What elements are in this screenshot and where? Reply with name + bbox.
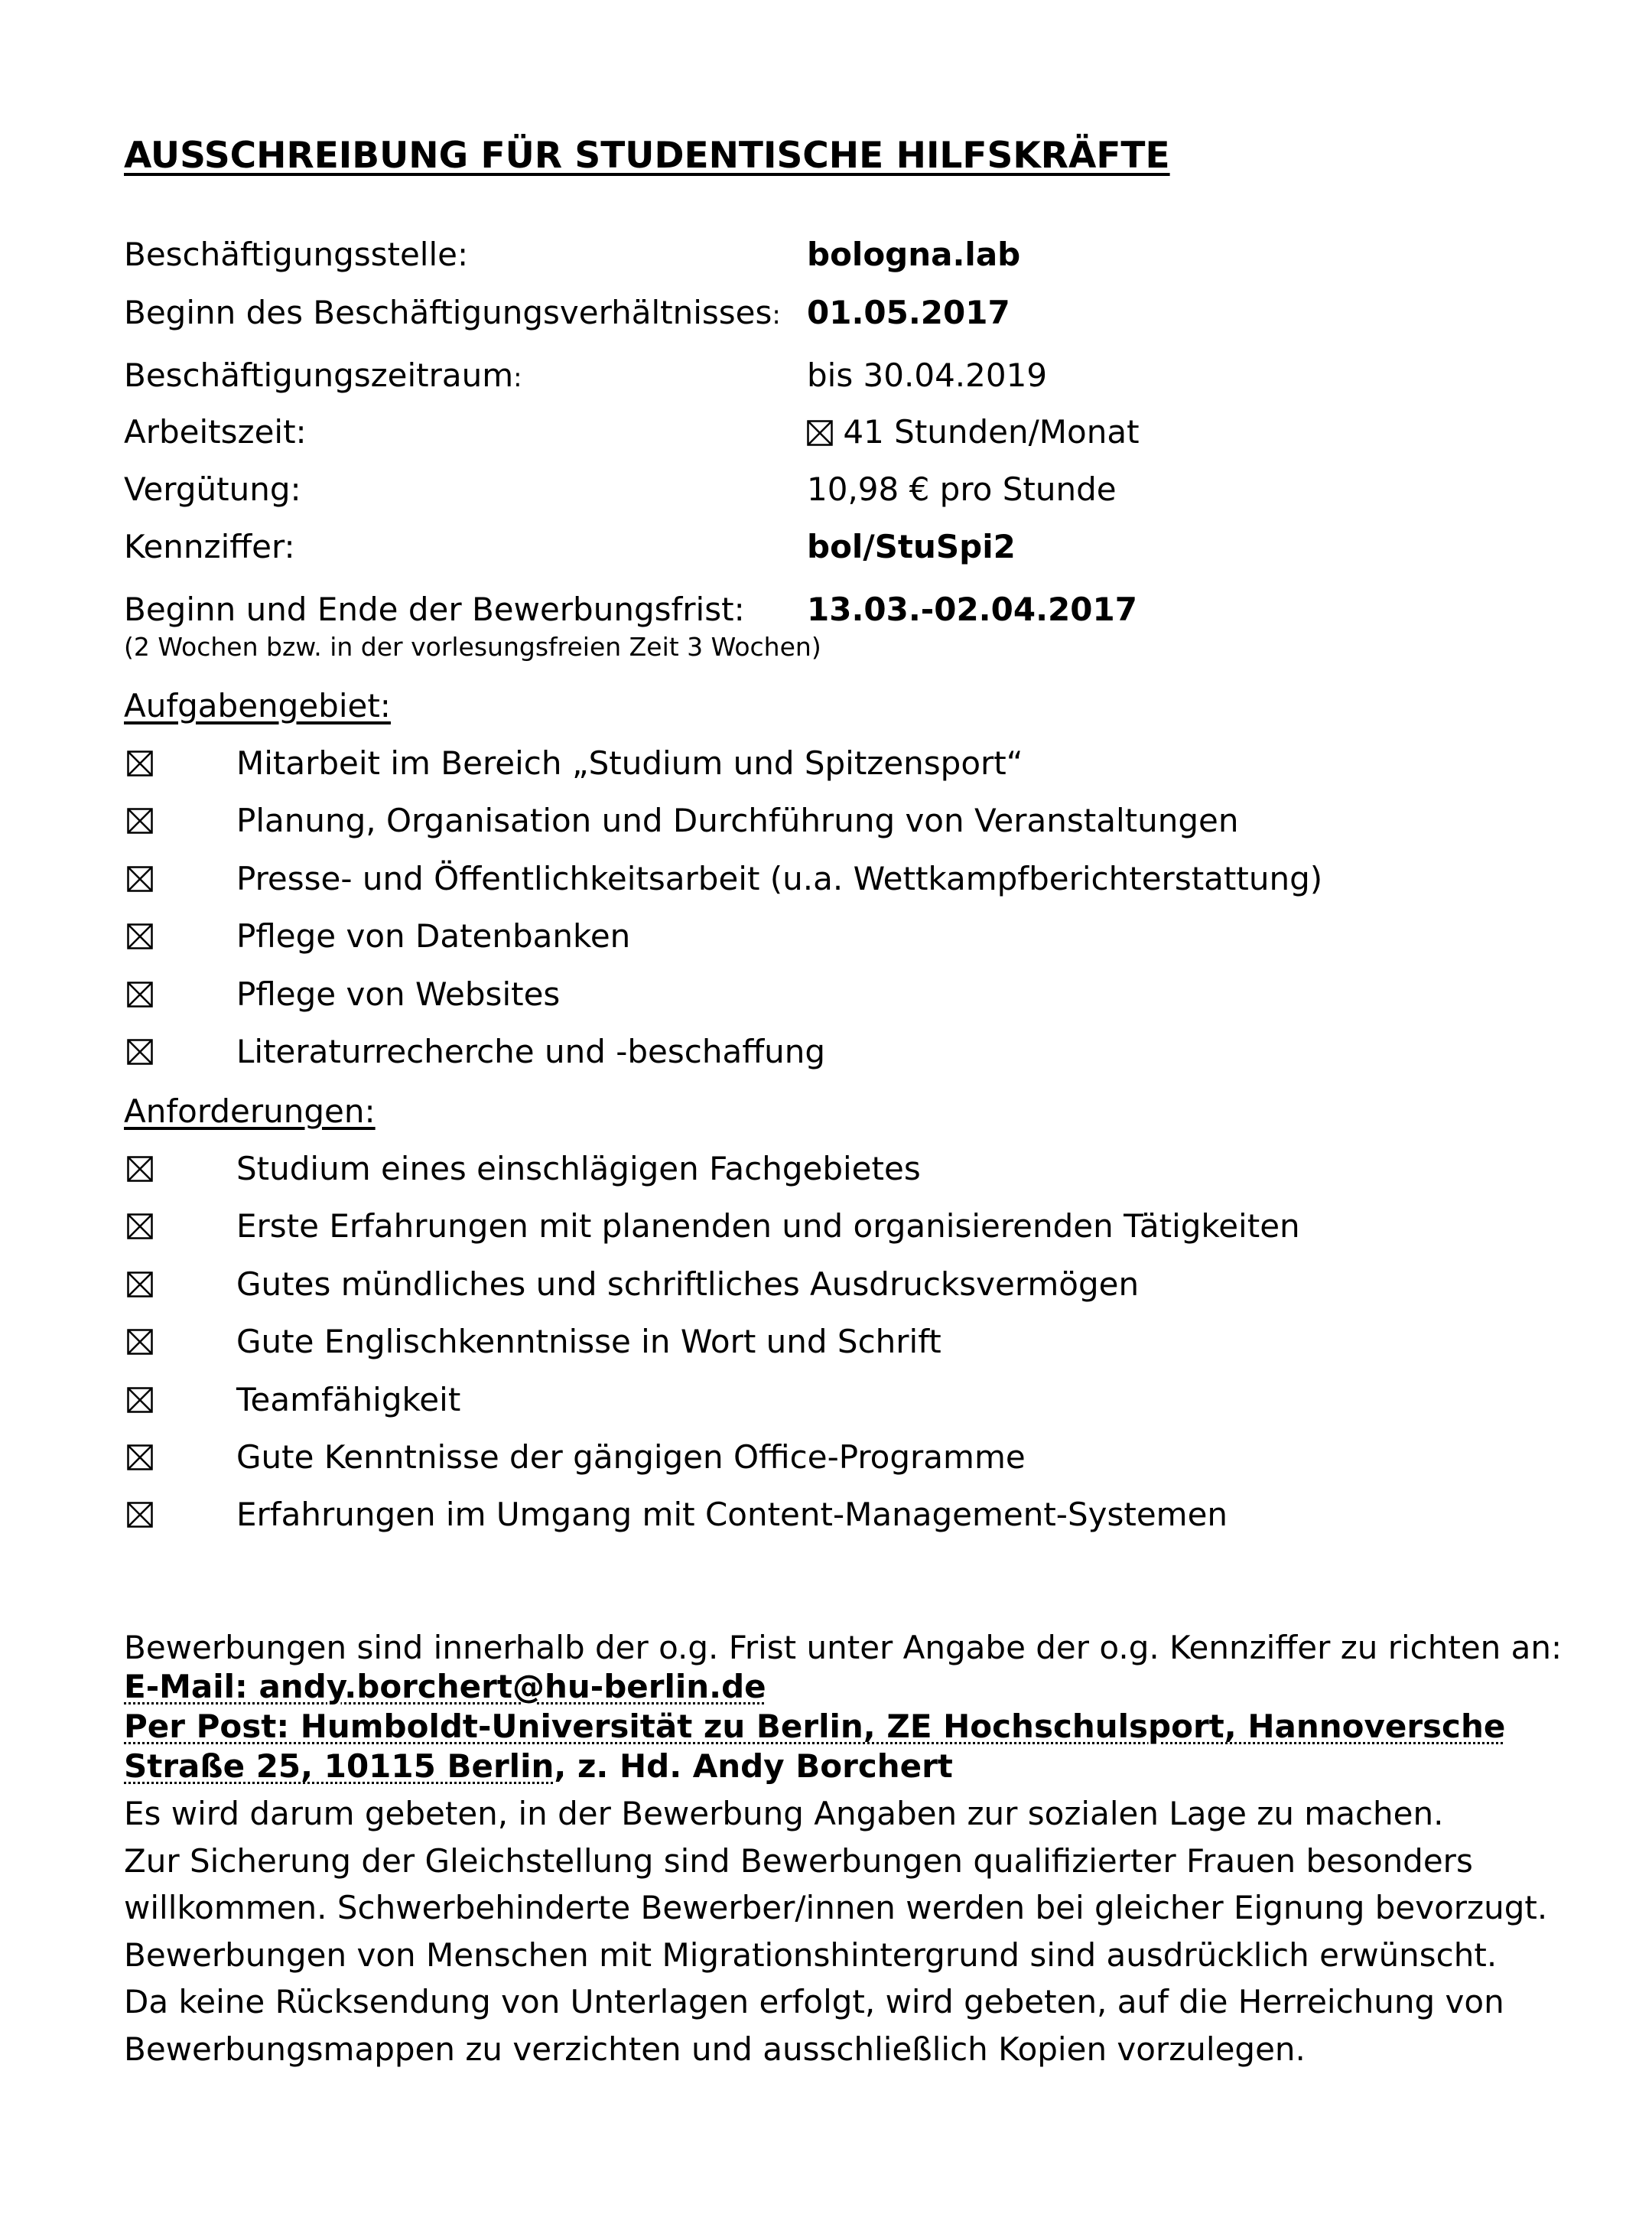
task-item <box>124 802 1577 859</box>
hours-value-text: 41 Stunden/Monat <box>843 413 1140 451</box>
checked-box-icon <box>127 1213 153 1239</box>
checked-box-icon <box>127 808 153 834</box>
requirement-item <box>124 1150 1577 1207</box>
pay-label: Vergütung: <box>124 470 301 508</box>
closing-text <box>124 1790 1577 2072</box>
employer-value: bologna.lab <box>807 236 1021 273</box>
pay-value: 10,98 € pro Stunde <box>807 470 1117 508</box>
info-row-code <box>124 528 1577 591</box>
requirement-item-text: Gutes mündliches und schriftliches Ausdrucksvermögen <box>236 1265 1140 1303</box>
period-value: bis 30.04.2019 <box>807 357 1048 394</box>
postal-address-link-continued[interactable]: Straße 25, 10115 Berlin <box>124 1747 554 1785</box>
task-item <box>124 1033 1577 1090</box>
contact-block <box>124 1628 1577 1787</box>
requirement-item <box>124 1381 1577 1438</box>
requirements-heading: Anforderungen: <box>124 1092 376 1130</box>
closing-line-5: Da keine Rücksendung von Unterlagen erfolgt, wird gebeten, auf die Herreichung von <box>124 1983 1504 2020</box>
closing-line-2: Zur Sicherung der Gleichstellung sind Bewerbungen qualifizierter Frauen besonders <box>124 1841 1473 1880</box>
checked-box-icon <box>127 1387 153 1413</box>
requirement-item-text: Gute Englischkenntnisse in Wort und Schrift <box>236 1323 941 1361</box>
task-item-text: Literaturrecherche und -beschaffung <box>236 1032 826 1070</box>
requirement-item-text: Gute Kenntnisse der gängigen Office-Programme <box>236 1437 1026 1476</box>
document-title: AUSSCHREIBUNG FÜR STUDENTISCHE HILFSKRÄFTE <box>124 135 1170 177</box>
closing-line-4: Bewerbungen von Menschen mit Migrationshintergrund sind ausdrücklich erwünscht. <box>124 1936 1498 1974</box>
checked-box-icon <box>807 420 833 446</box>
code-value: bol/StuSpi2 <box>807 528 1016 565</box>
requirement-item <box>124 1438 1577 1496</box>
requirements-list <box>124 1150 1577 1554</box>
requirement-item <box>124 1496 1577 1553</box>
requirement-item-text: Teamfähigkeit <box>236 1380 461 1418</box>
requirement-item-text: Erfahrungen im Umgang mit Content-Management-Systemen <box>236 1496 1228 1534</box>
job-info-table <box>124 236 1577 648</box>
task-item-text: Presse- und Öffentlichkeitsarbeit (u.a. Wettkampfberichterstattung) <box>236 859 1323 897</box>
start-label: Beginn des Beschäftigungsverhältnisses: <box>124 294 781 331</box>
deadline-note: (2 Wochen bzw. in der vorlesungsfreien Zeit 3 Wochen) <box>124 632 821 662</box>
deadline-label: Beginn und Ende der Bewerbungsfrist: <box>124 591 745 628</box>
task-item <box>124 975 1577 1033</box>
task-item <box>124 744 1577 802</box>
checked-box-icon <box>127 1329 153 1355</box>
requirement-item <box>124 1323 1577 1380</box>
task-item-text: Mitarbeit im Bereich „Studium und Spitzensport“ <box>236 744 1023 782</box>
checked-box-icon <box>127 923 153 949</box>
info-row-start <box>124 294 1577 357</box>
attention-line: , z. Hd. Andy Borchert <box>554 1747 953 1785</box>
checked-box-icon <box>127 982 153 1008</box>
contact-intro: Bewerbungen sind innerhalb der o.g. Frist unter Angabe der o.g. Kennziffer zu richten an: <box>124 1629 1563 1666</box>
task-item <box>124 917 1577 975</box>
tasks-heading: Aufgabengebiet: <box>124 687 391 724</box>
closing-line-1: Es wird darum gebeten, in der Bewerbung Angaben zur sozialen Lage zu machen. <box>124 1795 1444 1832</box>
requirement-item-text: Studium eines einschlägigen Fachgebietes <box>236 1150 921 1187</box>
info-row-hours <box>124 413 1577 470</box>
requirement-item <box>124 1207 1577 1265</box>
checked-box-icon <box>127 866 153 892</box>
task-item-text: Planung, Organisation und Durchführung von Veranstaltungen <box>236 802 1239 840</box>
email-link[interactable]: E-Mail: andy.borchert@hu-berlin.de <box>124 1668 766 1705</box>
checked-box-icon <box>127 1271 153 1297</box>
closing-line-6: Bewerbungsmappen zu verzichten und ausschließlich Kopien vorzulegen. <box>124 2030 1306 2068</box>
checked-box-icon <box>127 1444 153 1470</box>
closing-line-3: willkommen. Schwerbehinderte Bewerber/innen werden bei gleicher Eignung bevorzugt. <box>124 1889 1548 1926</box>
postal-address-link[interactable]: Per Post: Humboldt-Universität zu Berlin, ZE Hochschulsport, Hannoversche <box>124 1708 1506 1745</box>
requirement-item-text: Erste Erfahrungen mit planenden und organisierenden Tätigkeiten <box>236 1207 1300 1245</box>
employer-label: Beschäftigungsstelle: <box>124 236 469 273</box>
hours-label: Arbeitszeit: <box>124 413 307 451</box>
info-row-employer <box>124 236 1577 294</box>
info-row-period <box>124 357 1577 413</box>
period-label: Beschäftigungszeitraum: <box>124 357 522 394</box>
checked-box-icon <box>127 750 153 777</box>
checked-box-icon <box>127 1502 153 1528</box>
checked-box-icon <box>127 1039 153 1065</box>
tasks-list <box>124 744 1577 1090</box>
start-value: 01.05.2017 <box>807 294 1010 331</box>
requirement-item <box>124 1265 1577 1323</box>
info-row-pay <box>124 470 1577 528</box>
hours-value <box>807 413 1140 451</box>
task-item <box>124 860 1577 917</box>
task-item-text: Pflege von Websites <box>236 975 561 1013</box>
deadline-value: 13.03.-02.04.2017 <box>807 591 1137 628</box>
checked-box-icon <box>127 1156 153 1182</box>
task-item-text: Pflege von Datenbanken <box>236 917 631 956</box>
code-label: Kennziffer: <box>124 528 295 565</box>
